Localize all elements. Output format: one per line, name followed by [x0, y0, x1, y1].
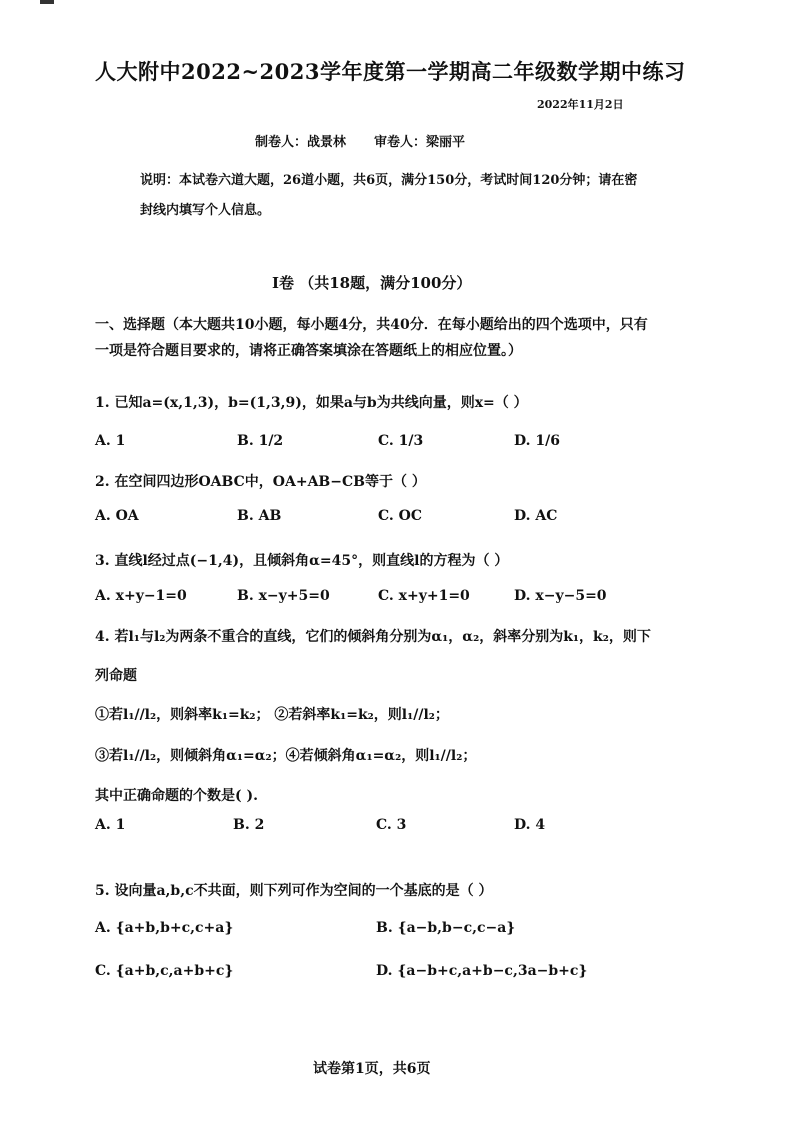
question-3-stem: 3. 直线l经过点(−1,4)，且倾斜角α=45°，则直线l的方程为（ ）: [95, 553, 509, 569]
q2-option-d: D. AC: [514, 508, 558, 524]
q2-option-b: B. AB: [237, 508, 282, 524]
maker: 制卷人：战景林: [255, 135, 347, 150]
exam-title: 人大附中2022~2023学年度第一学期高二年级数学期中练习: [95, 59, 686, 84]
q4-option-c: C. 3: [376, 817, 407, 833]
question-1-stem: 1. 已知a=(x,1,3)，b=(1,3,9)，如果a与b为共线向量，则x=（ ）: [95, 395, 528, 411]
q1-option-d: D. 1/6: [514, 433, 560, 449]
q4-option-d: D. 4: [514, 817, 546, 833]
q5-option-c: C. {a+b,c,a+b+c}: [95, 963, 234, 979]
question-4-propositions-1: ①若l₁//l₂，则斜率k₁=k₂； ②若斜率k₁=k₂，则l₁//l₂；: [95, 707, 449, 723]
q2-option-a: A. OA: [95, 508, 139, 524]
q5-option-b: B. {a−b,b−c,c−a}: [376, 920, 516, 936]
question-4-stem-line2: 列命题: [95, 668, 137, 684]
question-5-stem: 5. 设向量a,b,c不共面，则下列可作为空间的一个基底的是（ ）: [95, 883, 493, 899]
section-intro: 一、选择题（本大题共10小题，每小题4分，共40分．在每小题给出的四个选项中，只有一项是符合题目要求的，请将正确答案填涂在答题纸上的相应位置。）: [95, 317, 648, 359]
q2-option-c: C. OC: [378, 508, 422, 524]
q1-option-a: A. 1: [95, 433, 126, 449]
exam-date: 2022年11月2日: [537, 98, 624, 111]
page-footer: 试卷第1页，共6页: [313, 1061, 431, 1077]
paper-heading: I卷 （共18题，满分100分）: [272, 274, 472, 292]
q5-option-a: A. {a+b,b+c,c+a}: [95, 920, 234, 936]
q5-option-d: D. {a−b+c,a+b−c,3a−b+c}: [376, 963, 588, 979]
reviewer: 审卷人：梁丽平: [374, 135, 466, 150]
q1-option-b: B. 1/2: [237, 433, 284, 449]
question-2-stem: 2. 在空间四边形OABC中，OA+AB−CB等于（ ）: [95, 474, 426, 490]
q4-option-b: B. 2: [233, 817, 265, 833]
q3-option-c: C. x+y+1=0: [378, 588, 470, 604]
question-4-ask: 其中正确命题的个数是( ).: [95, 788, 258, 804]
scan-mark: [40, 0, 54, 4]
q4-option-a: A. 1: [95, 817, 126, 833]
q3-option-d: D. x−y−5=0: [514, 588, 607, 604]
instructions: 说明：本试卷六道大题，26道小题，共6页，满分150分，考试时间120分钟；请在密封线内填写个人信息。: [140, 173, 638, 218]
authors-line: [255, 131, 465, 150]
q3-option-a: A. x+y−1=0: [95, 588, 187, 604]
q3-option-b: B. x−y+5=0: [237, 588, 330, 604]
q1-option-c: C. 1/3: [378, 433, 424, 449]
question-4-stem-line1: 4. 若l₁与l₂为两条不重合的直线，它们的倾斜角分别为α₁，α₂，斜率分别为k₁，k₂，则下: [95, 629, 651, 645]
question-4-propositions-2: ③若l₁//l₂，则倾斜角α₁=α₂；④若倾斜角α₁=α₂，则l₁//l₂；: [95, 748, 477, 764]
